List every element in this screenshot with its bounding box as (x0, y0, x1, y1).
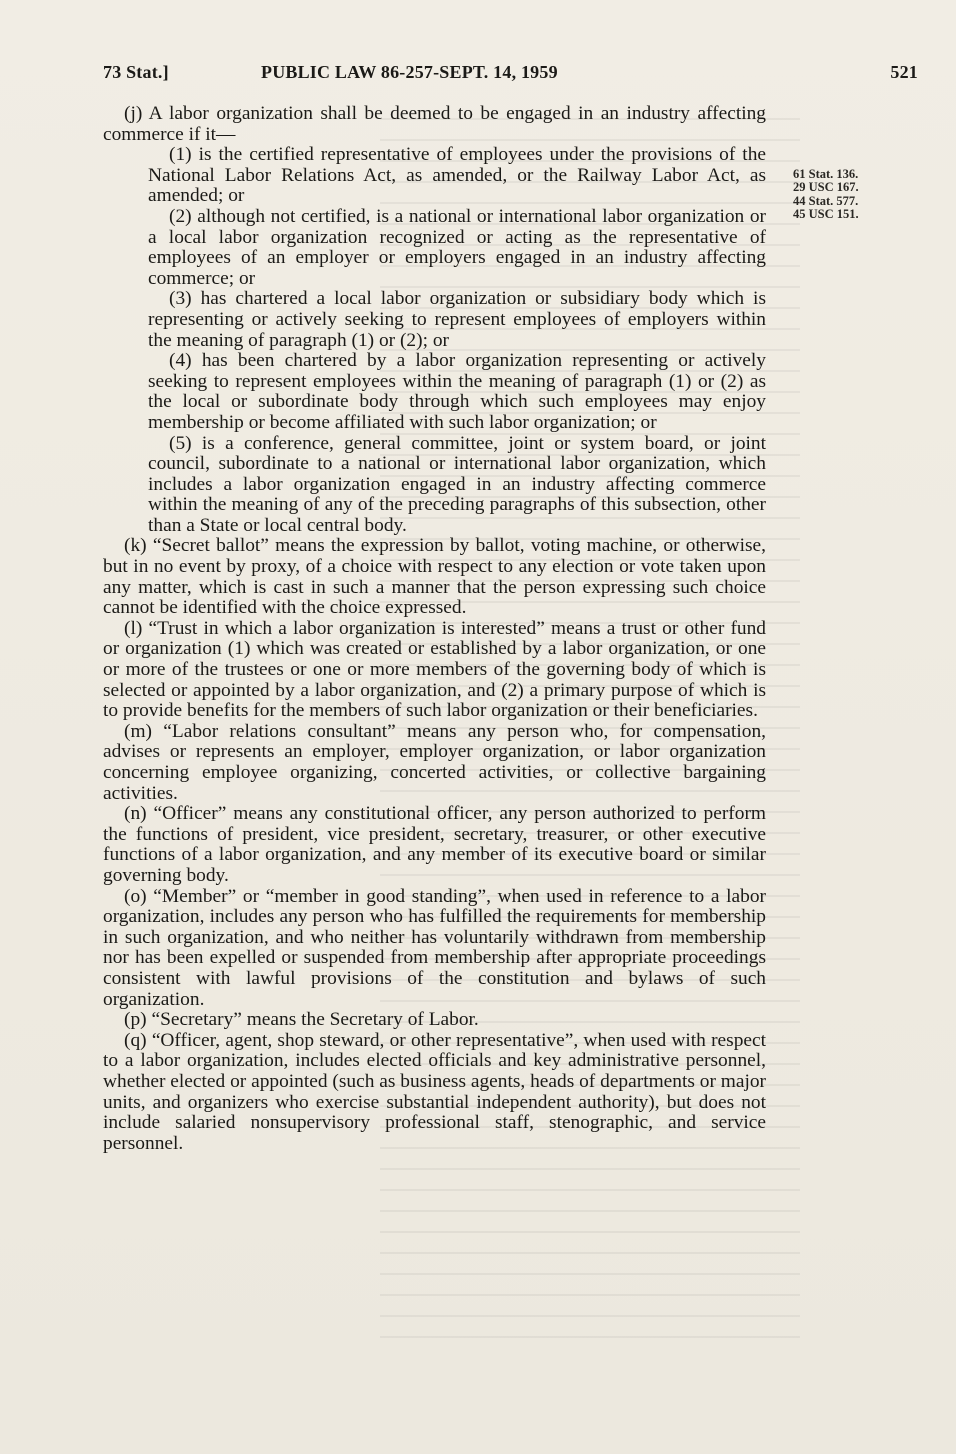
margin-citation-line: 61 Stat. 136. (793, 167, 859, 181)
paragraph-k: (k) “Secret ballot” means the expression by ballot, voting machine, or otherwise, but in no event by proxy, of a choice with respect to any election or vote taken upon any matter, which is cast in such a manner that the person expressing such choice cannot be identified with the choice expressed. (103, 535, 766, 619)
paragraph-m: (m) “Labor relations consultant” means any person who, for compensation, advises or represents an employer, employer organization, or labor organization concerning employee organizing, concerted activities, or collective bargaining activities. (103, 720, 766, 804)
margin-citation-line: 45 USC 151. (793, 207, 859, 222)
paragraph-q: (q) “Officer, agent, shop steward, or other representative”, when used with respect to a labor organization, includes elected officials and key administrative personnel, whether elected or appointed (such as business agents, heads of departments or major units, and organizers who exercise substantial independent authority), but does not include salaried nonsupervisory professional staff, stenographic, and service personnel. (103, 1029, 766, 1154)
header-volume: 73 Stat.] (103, 62, 169, 82)
paragraph-j-4: (4) has been chartered by a labor organization representing or actively seeking to represent employees within the meaning of paragraph (1) or (2) as the local or subordinate body through which such employees may enjoy membership or become affiliated with such labor organization; or (148, 350, 766, 433)
paragraph-j-3: (3) has chartered a local labor organization or subsidiary body which is representing or actively seeking to represent employees of employers within the meaning of paragraph (1) or (2); or (148, 288, 766, 351)
page-number: 521 (890, 62, 918, 82)
paragraph-o: (o) “Member” or “member in good standing”, when used in reference to a labor organization, includes any person who has fulfilled the requirements for membership in such organization, and who neither has voluntarily withdrawn from membership nor has been expelled or suspended from membership after appropriate proceedings consistent with lawful provisions of the constitution and bylaws of such organization. (103, 885, 766, 1010)
header-title: PUBLIC LAW 86-257-SEPT. 14, 1959 (261, 62, 558, 82)
paragraph-j-1: (1) is the certified representative of employees under the provisions of the National Labor Relations Act, as amended, or the Railway Labor Act, as amended; or (148, 144, 766, 207)
paragraph-j-5: (5) is a conference, general committee, joint or system board, or joint council, subordinate to a national or international labor organization, which includes a labor organization engaged in an industry affecting commerce within the meaning of any of the preceding paragraphs of this subsection, other than a State or local central body. (148, 432, 766, 536)
running-header (103, 62, 918, 86)
paragraph-p: (p) “Secretary” means the Secretary of Labor. (124, 1009, 479, 1031)
paragraph-j-intro: (j) A labor organization shall be deemed to be engaged in an industry affecting commerce if it— (103, 103, 766, 145)
paragraph-n: (n) “Officer” means any constitutional officer, any person authorized to perform the functions of president, vice president, secretary, treasurer, or other executive functions of a labor organization, and any member of its executive board or similar governing body. (103, 803, 766, 886)
body-text (103, 104, 766, 1154)
margin-citation-line: 29 USC 167. (793, 180, 859, 195)
paragraph-l: (l) “Trust in which a labor organization is interested” means a trust or other fund or organization (1) which was created or established by a labor organization, or one or more of the trustees or one or more members of the governing body of which is selected or appointed by a labor organization, and (2) a primary purpose of which is to provide benefits for the members of such labor organization or their beneficiaries. (103, 617, 766, 722)
margin-citation-line: 44 Stat. 577. (793, 193, 859, 208)
paragraph-j-2: (2) although not certified, is a national or international labor organization or a local labor organization recognized or acting as the representative of employees of an employer or employers engaged in an industry affecting commerce; or (148, 205, 766, 289)
margin-citation (793, 168, 913, 222)
